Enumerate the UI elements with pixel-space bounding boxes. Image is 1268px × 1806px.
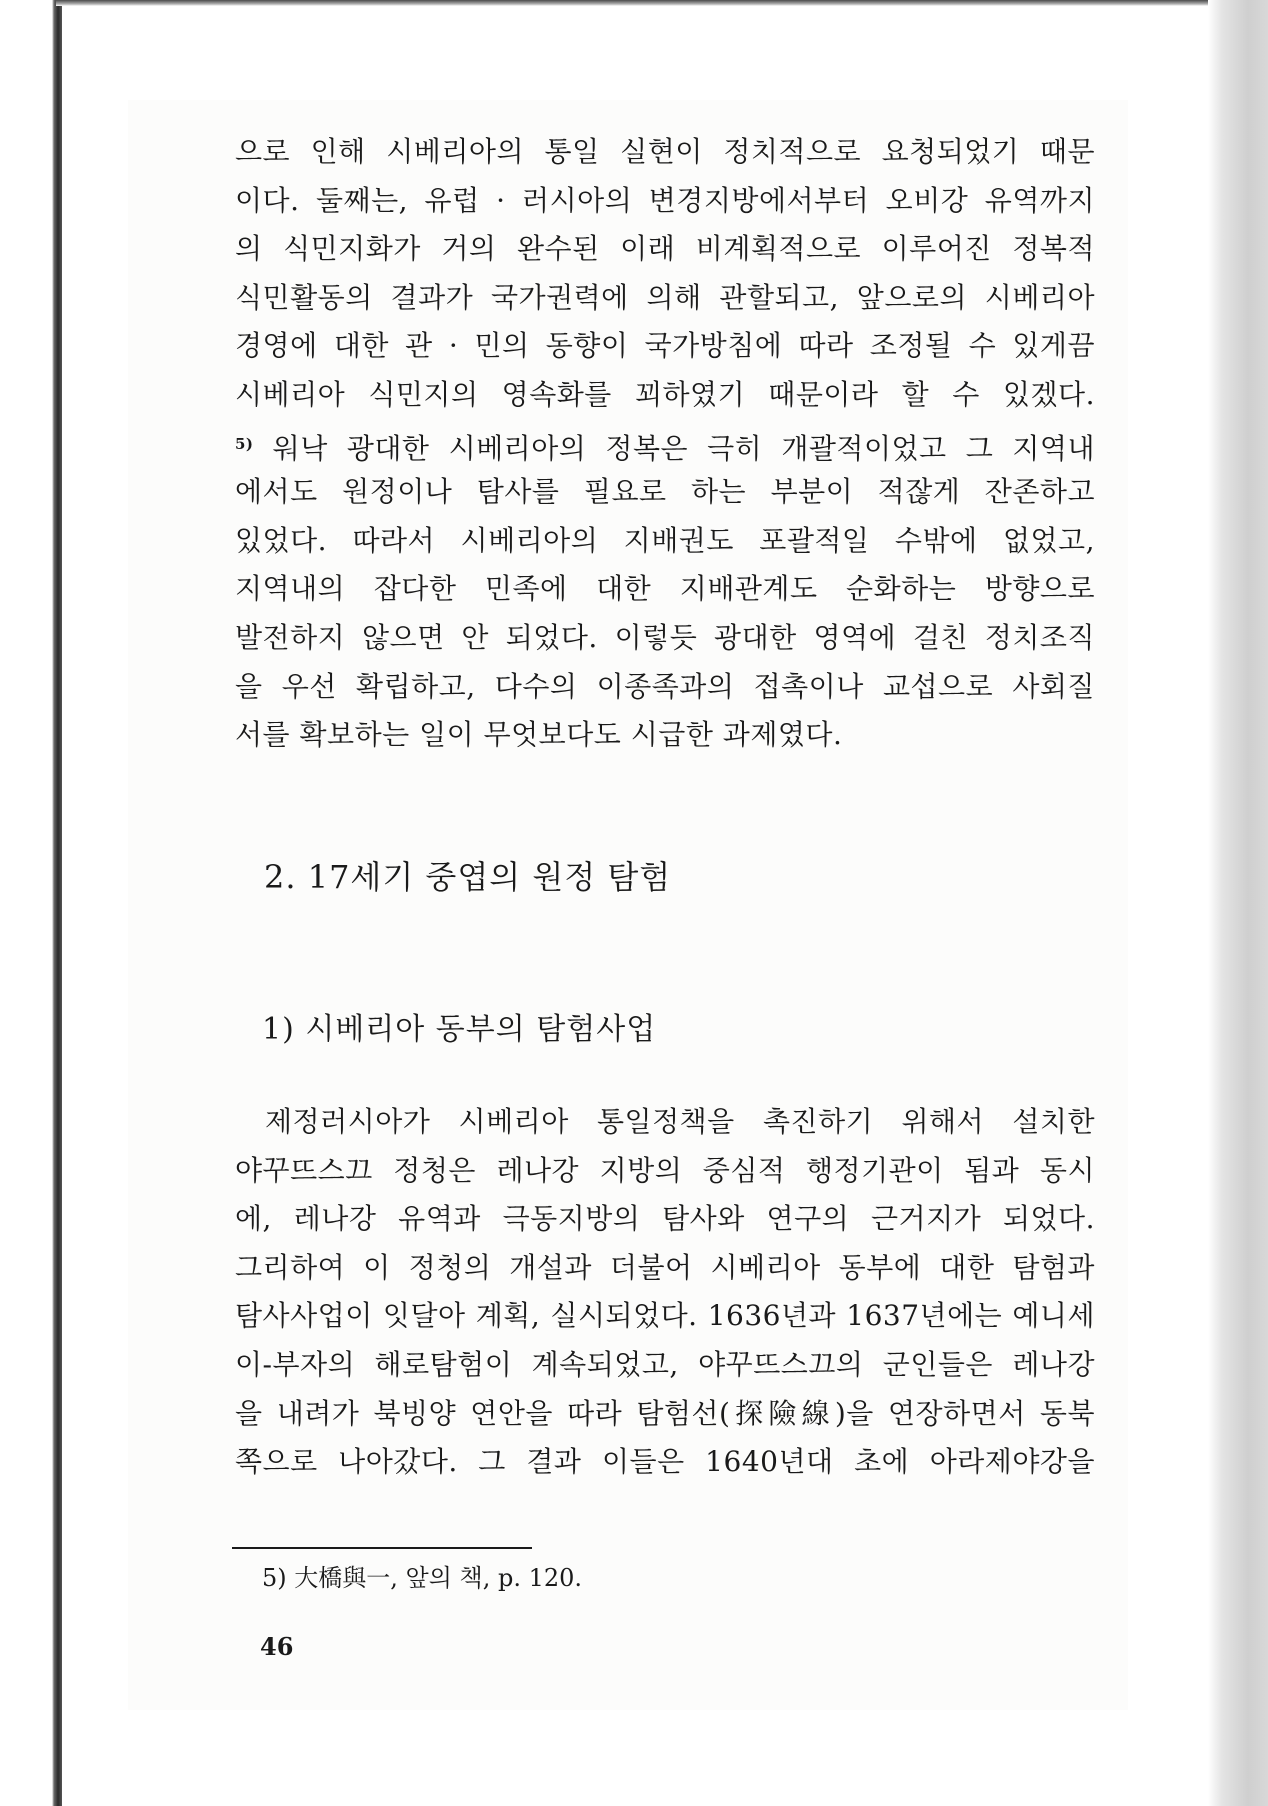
page-number: 46 bbox=[260, 1632, 294, 1661]
text-line: 의 식민지화가 거의 완수된 이래 비계획적으로 이루어진 정복적 bbox=[235, 232, 1095, 266]
text-line: 경영에 대한 관 · 민의 동향이 국가방침에 따라 조정될 수 있게끔 bbox=[235, 329, 1095, 363]
sub-heading: 1) 시베리아 동부의 탐험사업 bbox=[262, 1012, 657, 1047]
section-heading: 2. 17세기 중엽의 원정 탐험 bbox=[264, 858, 672, 896]
text-line: 지역내의 잡다한 민족에 대한 지배관계도 순화하는 방향으로 bbox=[235, 572, 1095, 606]
footnote-divider bbox=[232, 1547, 532, 1549]
body-paragraph bbox=[235, 128, 1095, 760]
footnote: 5) 大橋與一, 앞의 책, p. 120. bbox=[262, 1564, 583, 1592]
text-line-content: 워낙 광대한 시베리아의 정복은 극히 개괄적이었고 그 지역내 bbox=[272, 431, 1095, 465]
text-line: 으로 인해 시베리아의 통일 실현이 정치적으로 요청되었기 때문 bbox=[235, 135, 1095, 168]
page-edge-left bbox=[0, 0, 62, 1806]
footnote-marker: 5) bbox=[235, 434, 254, 453]
text-line: 있었다. 따라서 시베리아의 지배권도 포괄적일 수밖에 없었고, bbox=[235, 523, 1095, 557]
text-line: 야꾸뜨스끄 정청은 레나강 지방의 중심적 행정기관이 됨과 동시 bbox=[235, 1153, 1095, 1187]
text-line: 이다. 둘째는, 유럽 · 러시아의 변경지방에서부터 오비강 유역까지 bbox=[235, 183, 1095, 217]
text-line: 을 우선 확립하고, 다수의 이종족과의 접촉이나 교섭으로 사회질 bbox=[235, 669, 1095, 703]
text-line: 탐사사업이 잇달아 계획, 실시되었다. 1636년과 1637년에는 예니세 bbox=[235, 1299, 1095, 1333]
text-line: 시베리아 식민지의 영속화를 꾀하였기 때문이라 할 수 있겠다. bbox=[235, 377, 1095, 411]
text-line: 에, 레나강 유역과 극동지방의 탐사와 연구의 근거지가 되었다. bbox=[235, 1202, 1095, 1236]
text-line: 서를 확보하는 일이 무엇보다도 시급한 과제였다. bbox=[235, 718, 843, 752]
text-line: 발전하지 않으면 안 되었다. 이렇듯 광대한 영역에 걸친 정치조직 bbox=[235, 620, 1095, 654]
text-line: 그리하여 이 정청의 개설과 더불어 시베리아 동부에 대한 탐험과 bbox=[235, 1250, 1095, 1284]
text-line: 이-부자의 해로탐험이 계속되었고, 야꾸뜨스끄의 군인들은 레나강 bbox=[235, 1347, 1095, 1381]
text-line: 식민활동의 결과가 국가권력에 의해 관할되고, 앞으로의 시베리아 bbox=[235, 280, 1095, 314]
text-line: 을 내려가 북빙양 연안을 따라 탐험선(探險線)을 연장하면서 동북 bbox=[235, 1396, 1095, 1430]
text-line: 에서도 원정이나 탐사를 필요로 하는 부분이 적잖게 잔존하고 bbox=[235, 475, 1095, 509]
text-line: 쪽으로 나아갔다. 그 결과 이들은 1640년대 초에 아라제야강을 bbox=[235, 1445, 1095, 1479]
text-line-with-footnote bbox=[235, 420, 1095, 469]
body-paragraph-2 bbox=[235, 1098, 1095, 1487]
page-margin-shadow bbox=[1208, 0, 1268, 1806]
text-line: 제정러시아가 시베리아 통일정책을 촉진하기 위해서 설치한 bbox=[265, 1105, 1095, 1138]
